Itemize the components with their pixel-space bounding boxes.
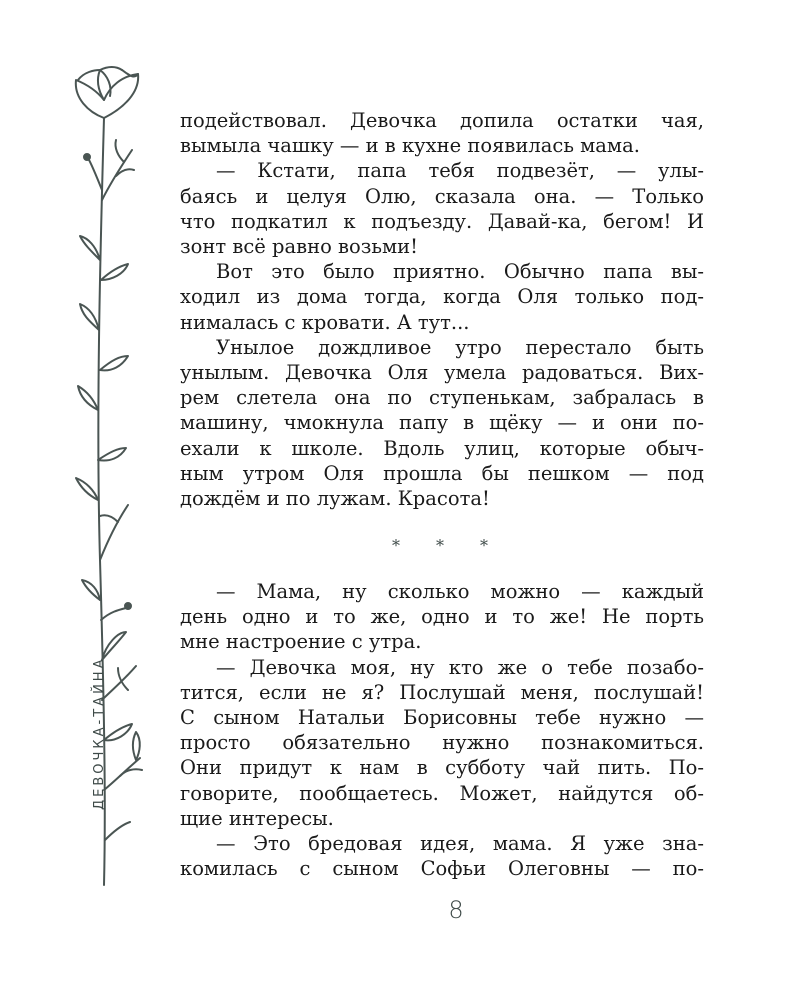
text-line: ехали к школе. Вдоль улиц, которые обыч- [180,436,704,460]
text-line: вымыла чашку — и в кухне появилась мама. [180,134,640,158]
text-line: С сыном Натальи Борисовны тебе нужно — [180,706,704,730]
text-line: зонт всё равно возьми! [180,235,418,259]
section-separator [180,536,704,560]
text-line: говорите, пообщаетесь. Может, найдутся об- [180,781,704,805]
paragraphs-part-2 [180,579,704,881]
text-line: — Это бредовая идея, мама. Я уже зна- [216,832,704,856]
separator-star: * [480,536,488,555]
text-line: баясь и целуя Олю, сказала она. — Только [180,184,704,208]
text-line: машину, чмокнула папу в щёку — и они по- [180,411,704,435]
text-line: ным утром Оля прошла бы пешком — под [180,461,704,485]
text-line: Вот это было приятно. Обычно папа вы- [216,260,704,284]
text-line: нималась с кровати. А тут... [180,310,470,334]
text-line: тится, если не я? Послушай меня, послушай! [180,680,704,704]
separator-star: * [392,536,400,555]
separator-star: * [436,536,444,555]
flower-stem-icon [0,0,170,900]
text-line: щие интересы. [180,806,334,830]
text-line: подействовал. Девочка допила остатки чая, [180,109,704,132]
text-line: — Мама, ну сколько можно — каждый [216,580,704,603]
text-line: дождём и по лужам. Красота! [180,487,490,511]
text-line: — Девочка моя, ну кто же о тебе позабо- [216,655,704,679]
text-line: комилась с сыном Софьи Олеговны — по- [180,857,704,881]
text-line: мне настроение с утра. [180,630,422,654]
text-line: — Кстати, папа тебя подвезёт, — улы- [216,159,704,183]
text-line: Они придут к нам в субботу чай пить. По- [180,756,704,780]
text-line: Унылое дождливое утро перестало быть [216,335,704,359]
text-line: что подкатил к подъезду. Давай-ка, бегом! И [180,209,704,233]
text-line: рем слетела она по ступенькам, забралась в [180,386,704,410]
text-line: унылым. Девочка Оля умела радоваться. Вих- [180,361,704,385]
paragraphs-part-1 [180,108,704,511]
text-line: ходил из дома тогда, когда Оля только под- [180,285,704,309]
book-title-vertical: ДЕВОЧКА-ТАЙНА [92,656,107,810]
page-number: 8 [448,896,464,924]
text-line: день одно и то же, одно и то же! Не порть [180,605,704,629]
text-line: просто обязательно нужно познакомиться. [180,731,704,755]
